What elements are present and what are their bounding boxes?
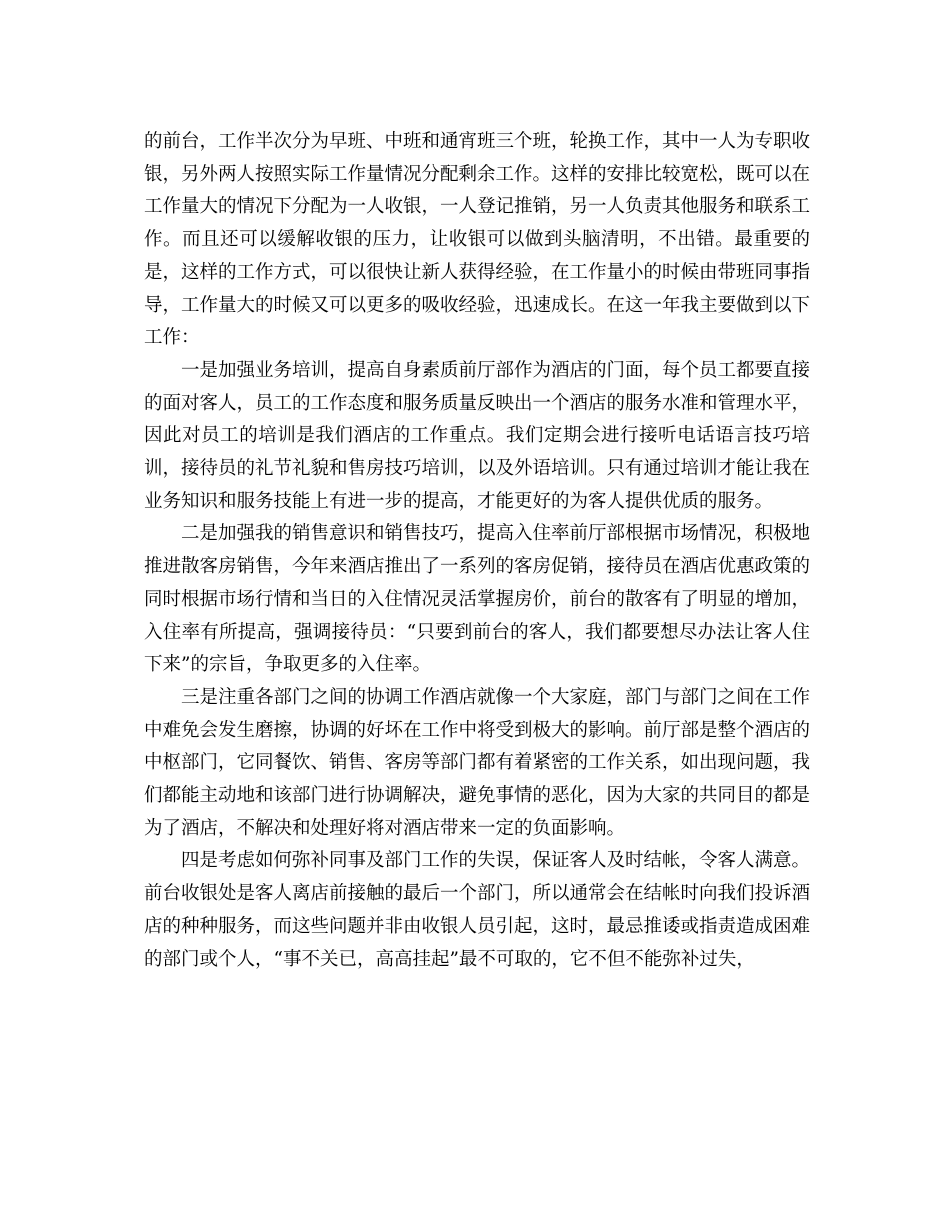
document-body — [144, 126, 810, 976]
paragraph-business-training: 一是加强业务培训，提高自身素质前厅部作为酒店的门面，每个员工都要直接的面对客人，员工的工作态度和服务质量反映出一个酒店的服务水准和管理水平，因此对员工的培训是我们酒店的工作重点。我们定期会进行接听电话语言技巧培训，接待员的礼节礼貌和售房技巧培训，以及外语培训。只有通过培训才能让我在业务知识和服务技能上有进一步的提高，才能更好的为客人提供优质的服务。 — [144, 359, 811, 512]
paragraph-department-coordination: 三是注重各部门之间的协调工作酒店就像一个大家庭，部门与部门之间在工作中难免会发生磨擦，协调的好坏在工作中将受到极大的影响。前厅部是整个酒店的中枢部门，它同餐饮、销售、客房等部门都有着紧密的工作关系，如出现问题，我们都能主动地和该部门进行协调解决，避免事情的恶化，因为大家的共同目的都是为了酒店，不解决和处理好将对酒店带来一定的负面影响。 — [144, 686, 811, 839]
paragraph-compensate-mistakes: 四是考虑如何弥补同事及部门工作的失误，保证客人及时结帐，令客人满意。前台收银处是客人离店前接触的最后一个部门，所以通常会在结帐时向我们投诉酒店的种种服务，而这些问题并非由收银人员引起，这时，最忌推诿或指责造成困难的部门或个人，“事不关已，高高挂起”最不可取的，它不但不能弥补过失， — [144, 850, 811, 970]
paragraph-sales-skills: 二是加强我的销售意识和销售技巧，提高入住率前厅部根据市场情况，积极地推进散客房销售，今年来酒店推出了一系列的客房促销，接待员在酒店优惠政策的同时根据市场行情和当日的入住情况灵活掌握房价，前台的散客有了明显的增加，入住率有所提高，强调接待员：“只要到前台的客人，我们都要想尽办法让客人住下来”的宗旨，争取更多的入住率。 — [144, 523, 811, 676]
paragraph-front-desk-shifts: 的前台，工作半次分为早班、中班和通宵班三个班，轮换工作，其中一人为专职收银，另外两人按照实际工作量情况分配剩余工作。这样的安排比较宽松，既可以在工作量大的情况下分配为一人收银，一人登记推销，另一人负责其他服务和联系工作。而且还可以缓解收银的压力，让收银可以做到头脑清明，不出错。最重要的是，这样的工作方式，可以很快让新人获得经验，在工作量小的时候由带班同事指导，工作量大的时候又可以更多的吸收经验，迅速成长。在这一年我主要做到以下工作： — [144, 131, 811, 349]
